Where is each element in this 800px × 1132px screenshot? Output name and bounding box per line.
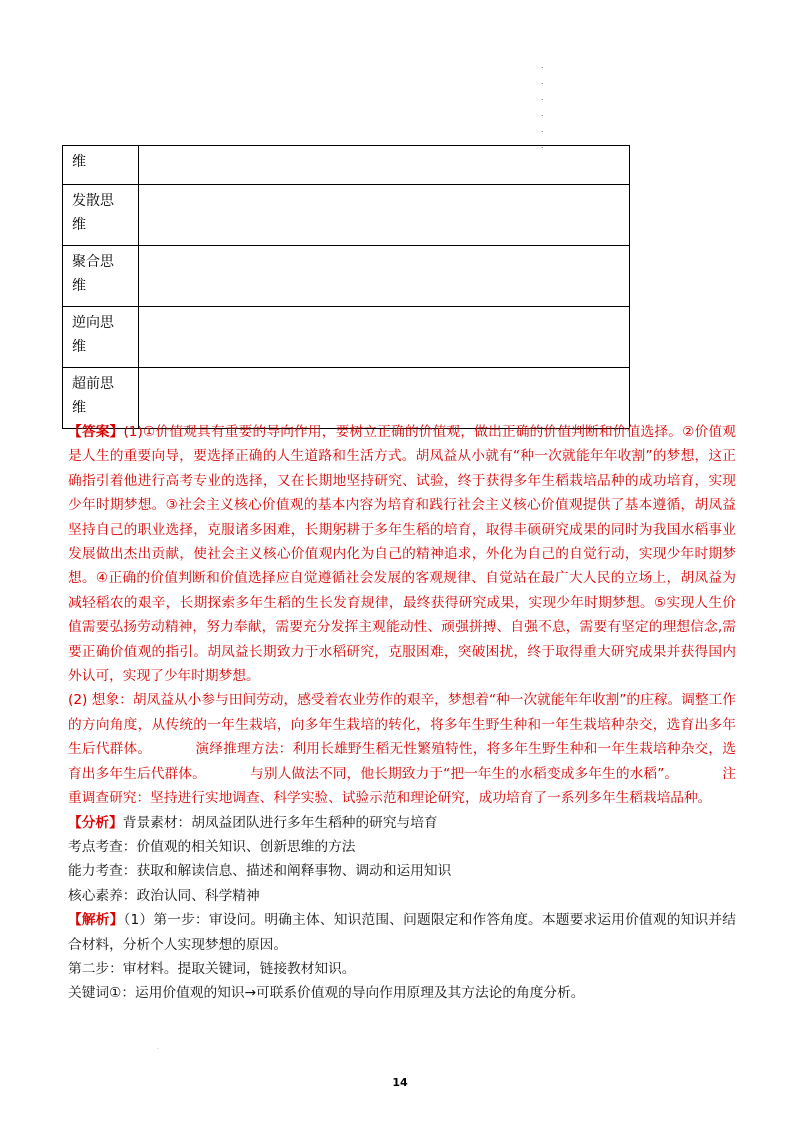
stray-mark: ·	[157, 1046, 159, 1053]
answer-cell[interactable]	[139, 146, 630, 185]
table-row	[63, 307, 630, 368]
row-label: 发散思 维	[63, 185, 139, 246]
row-label: 维	[63, 146, 139, 185]
explain-step-2: 第二步：审材料。提取关键词，链接教材知识。	[68, 960, 356, 977]
answer-cell[interactable]	[139, 246, 630, 307]
dot: .	[541, 109, 544, 118]
row-label: 聚合思 维	[63, 246, 139, 307]
answer-cell[interactable]	[139, 185, 630, 246]
analysis-tag: 【分析】	[68, 814, 123, 831]
explain-keyword-1: 关键词①：运用价值观的知识→可联系价值观的导向作用原理及其方法论的角度分析。	[68, 985, 585, 1002]
dot: .	[541, 77, 544, 86]
solution-body	[68, 420, 736, 1006]
analysis-points: 考点考查：价值观的相关知识、创新思维的方法	[68, 838, 356, 855]
row-label: 超前思 维	[63, 368, 139, 429]
dot: .	[541, 141, 544, 150]
answer-tag: 【答案】	[68, 424, 124, 440]
dot: .	[541, 93, 544, 102]
thinking-methods-table	[62, 145, 630, 429]
dot: .	[541, 61, 544, 70]
table-row	[63, 185, 630, 246]
explain-tag: 【解析】	[68, 912, 124, 929]
analysis-background: 【分析】背景素材：胡凤益团队进行多年生稻种的研究与培育	[68, 814, 438, 831]
table-row	[63, 146, 630, 185]
page-number: 14	[392, 1076, 408, 1089]
margin-dots	[541, 58, 547, 154]
explain-step-1: 【解析】（1）第一步：审设问。明确主体、知识范围、问题限定和作答角度。本题要求运用价值观的知识并结合材料，分析个人实现梦想的原因。	[68, 912, 736, 953]
analysis-core: 核心素养：政治认同、科学精神	[68, 887, 260, 904]
table-row	[63, 246, 630, 307]
answer-part-2: (2) 想象：胡凤益从小参与田间劳动，感受着农业劳作的艰辛，梦想着“种一次就能年年收割”的庄稼。调整工作的方向角度，从传统的一年生栽培，向多年生栽培的转化，将多年生野生种和一年生栽培种杂交，选育出多年生后代群体。 演绎推理方法：利用长雄野生稻无性繁殖特性，将多年生野生种和一年生栽培种杂交，选育出多年生后代群体。 与别人做法不同，他长期致力于“把一年生的水稻变成多年生的水稻”。 注重调查研究：坚持进行实地调查、科学实验、试验示范和理论研究，成功培育了一系列多年生稻栽培品种。	[68, 692, 736, 807]
dot: .	[541, 125, 544, 134]
answer-cell[interactable]	[139, 307, 630, 368]
answer-part-1: 【答案】(1)①价值观具有重要的导向作用，要树立正确的价值观，做出正确的价值判断和价值选择。②价值观是人生的重要向导，要选择正确的人生道路和生活方式。胡凤益从小就有“种一次就能年年收割”的梦想，这正确指引着他进行高考专业的选择，又在长期地坚持研究、试验，终于获得多年生稻栽培品种的成功培育，实现少年时期梦想。③社会主义核心价值观的基本内容为培育和践行社会主义核心价值观提供了基本遵循，胡凤益坚持自己的职业选择，克服诸多困难，长期躬耕于多年生稻的培育，取得丰硕研究成果的同时为我国水稻事业发展做出杰出贡献，使社会主义核心价值观内化为自己的精神追求，外化为自己的自觉行动，实现少年时期梦想。④正确的价值判断和价值选择应自觉遵循社会发展的客观规律、自觉站在最广大人民的立场上，胡凤益为减轻稻农的艰辛，长期探索多年生稻的生长发育规律，最终获得研究成果，实现少年时期梦想。⑤实现人生价值需要弘扬劳动精神，努力奉献，需要充分发挥主观能动性、顽强拼搏、自强不息，需要有坚定的理想信念,需要正确价值观的指引。胡凤益长期致力于水稻研究，克服困难，突破困扰，终于取得重大研究成果并获得国内外认可，实现了少年时期梦想。	[68, 424, 736, 685]
analysis-ability: 能力考查：获取和解读信息、描述和阐释事物、调动和运用知识	[68, 863, 452, 880]
row-label: 逆向思 维	[63, 307, 139, 368]
